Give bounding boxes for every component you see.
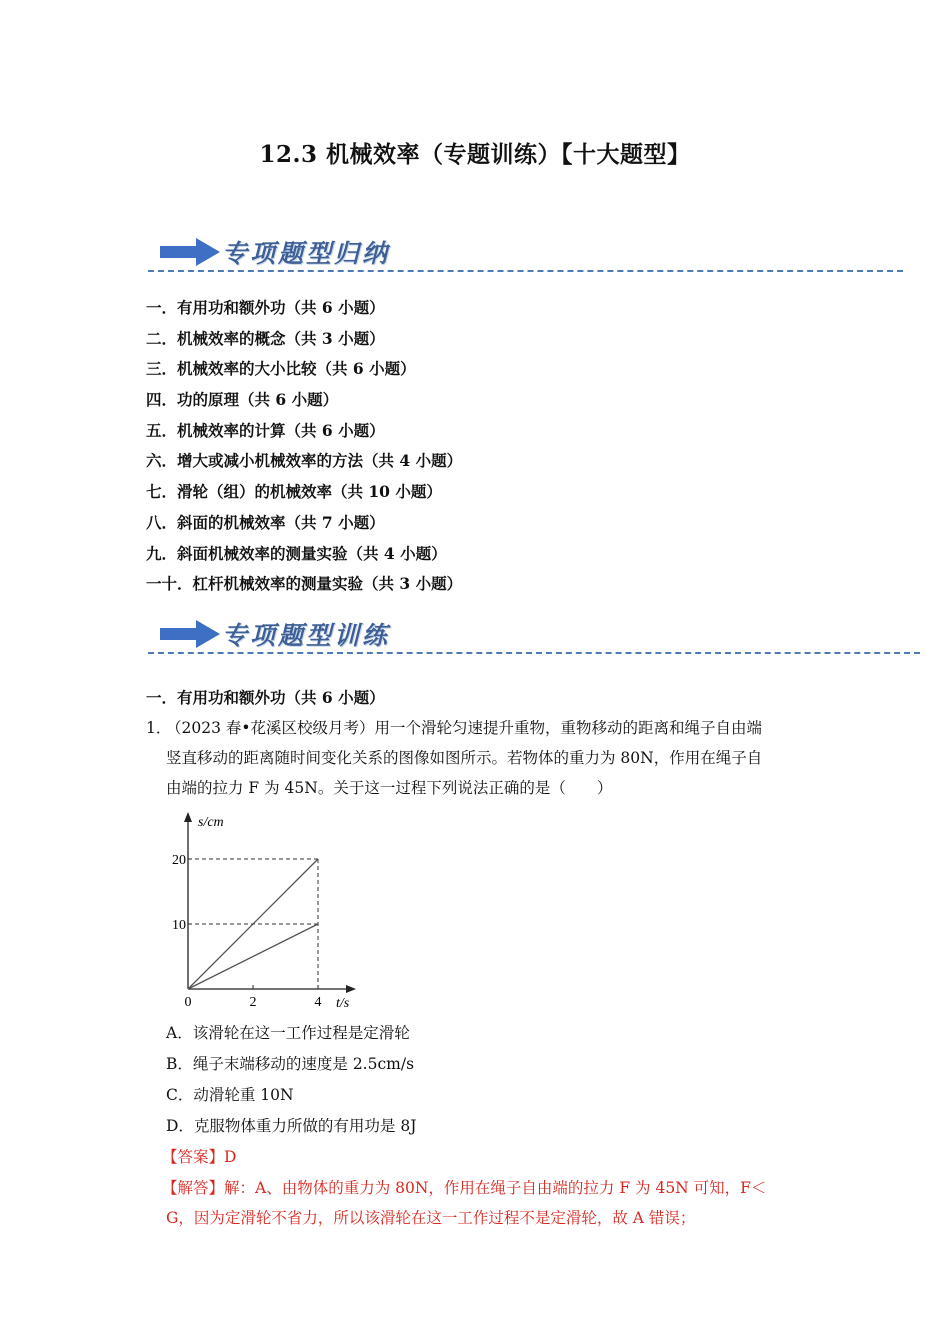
toc-list bbox=[146, 296, 462, 603]
x-tick-label: 4 bbox=[314, 995, 322, 1010]
series-line bbox=[188, 924, 318, 989]
toc-item: 二．机械效率的概念（共 3 小题） bbox=[146, 328, 385, 348]
divider bbox=[148, 652, 920, 654]
x-tick-label: 0 bbox=[184, 995, 192, 1010]
y-axis-label: s/cm bbox=[198, 815, 224, 830]
option-c: C．动滑轮重 10N bbox=[166, 1086, 294, 1104]
question-text: 由端的拉力 F 为 45N。关于这一过程下列说法正确的是（ ） bbox=[166, 779, 613, 797]
toc-item: 四．功的原理（共 6 小题） bbox=[146, 390, 339, 410]
banner-summary-text: 专项题型归纳 bbox=[222, 239, 391, 268]
option-b: B．绳子末端移动的速度是 2.5cm/s bbox=[166, 1055, 415, 1073]
question-text: 竖直移动的距离随时间变化关系的图像如图所示。若物体的重力为 80N，作用在绳子自 bbox=[166, 749, 763, 767]
series-line bbox=[188, 859, 318, 989]
toc-item: 五．机械效率的计算（共 6 小题） bbox=[146, 420, 385, 440]
option-a: A．该滑轮在这一工作过程是定滑轮 bbox=[166, 1024, 410, 1042]
question-text: （2023 春•花溪区校级月考）用一个滑轮匀速提升重物，重物移动的距离和绳子自由端 bbox=[166, 719, 763, 737]
banner-training bbox=[148, 614, 920, 660]
banner-summary bbox=[148, 232, 903, 278]
toc-item: 三．机械效率的大小比较（共 6 小题） bbox=[146, 359, 416, 379]
toc-item: 六．增大或减小机械效率的方法（共 4 小题） bbox=[146, 451, 463, 471]
x-tick-label: 2 bbox=[249, 995, 257, 1010]
x-axis-label: t/s bbox=[336, 996, 350, 1011]
toc-item: 一．有用功和额外功（共 6 小题） bbox=[146, 298, 385, 317]
arrow-icon bbox=[160, 238, 220, 266]
toc-item: 八．斜面的机械效率（共 7 小题） bbox=[146, 512, 385, 532]
x-axis-arrow bbox=[346, 985, 356, 993]
analysis-label: 【解答】 bbox=[162, 1179, 225, 1197]
analysis-line: G，因为定滑轮不省力，所以该滑轮在这一工作过程不是定滑轮，故 A 错误； bbox=[166, 1209, 696, 1227]
y-tick-label: 20 bbox=[172, 853, 186, 868]
section-heading: 一．有用功和额外功（共 6 小题） bbox=[146, 688, 385, 707]
toc-item: 七．滑轮（组）的机械效率（共 10 小题） bbox=[146, 482, 442, 502]
banner-training-text: 专项题型训练 bbox=[222, 621, 391, 650]
option-d: D．克服物体重力所做的有用功是 8J bbox=[166, 1117, 417, 1135]
toc-item: 九．斜面机械效率的测量实验（共 4 小题） bbox=[146, 543, 447, 563]
analysis-text: 解：A、由物体的重力为 80N，作用在绳子自由端的拉力 F 为 45N 可知，F＜ bbox=[224, 1179, 767, 1197]
y-axis-arrow bbox=[184, 812, 192, 822]
analysis-line bbox=[162, 1177, 766, 1199]
divider bbox=[148, 270, 903, 272]
question-number: 1． bbox=[146, 719, 172, 737]
answer: 【答案】D bbox=[162, 1148, 237, 1166]
page-title: 12.3 机械效率（专题训练）【十大题型】 bbox=[259, 141, 691, 168]
toc-item: 一十．杠杆机械效率的测量实验（共 3 小题） bbox=[146, 574, 463, 594]
distance-time-chart bbox=[160, 810, 370, 1015]
arrow-icon bbox=[160, 620, 220, 648]
y-tick-label: 10 bbox=[172, 918, 186, 933]
